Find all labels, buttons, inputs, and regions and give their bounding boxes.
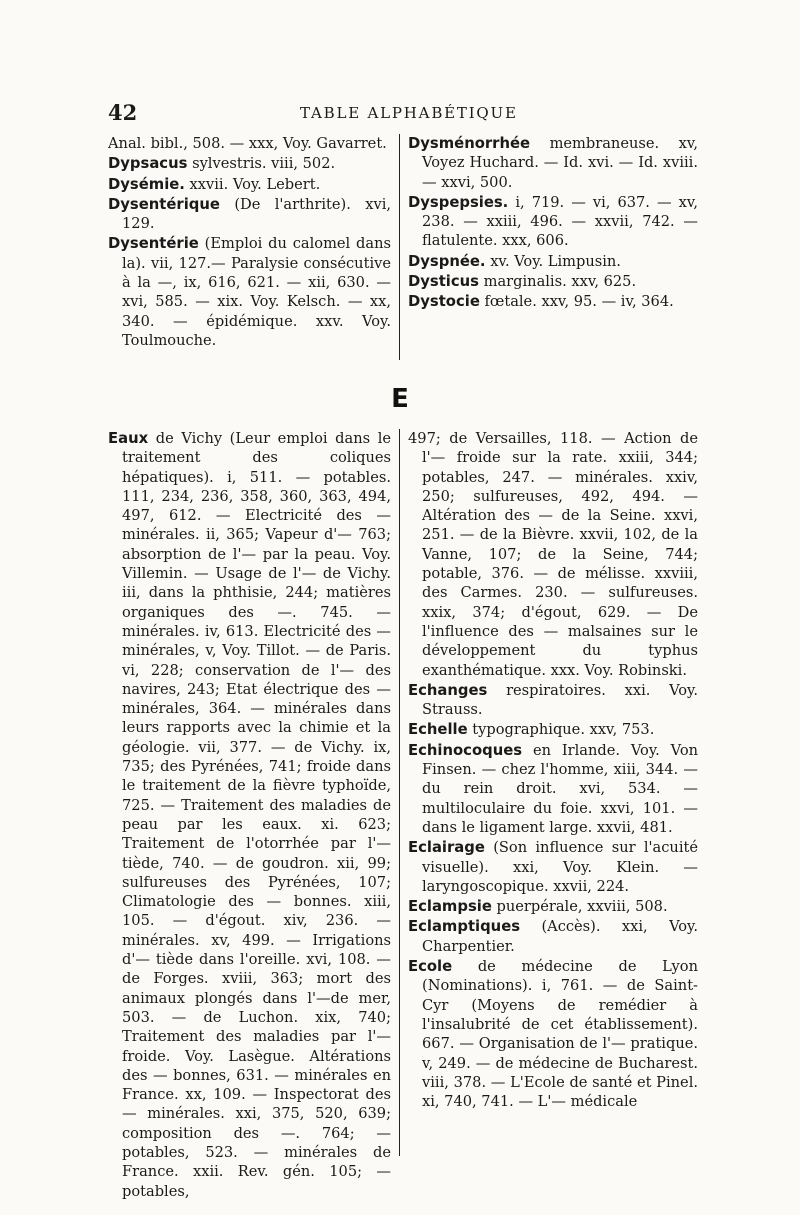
running-title: TABLE ALPHABÉTIQUE: [300, 104, 518, 122]
index-entry: [408, 292, 698, 311]
index-entry: [408, 957, 698, 1111]
entry-headword: Echanges: [408, 681, 488, 699]
entry-text: xv. Voy. Limpusin.: [485, 252, 621, 270]
entry-headword: Dysménorrhée: [408, 135, 531, 152]
top-right-column: [408, 134, 698, 313]
top-left-column: [108, 134, 391, 351]
entry-text: en Irlande. Voy. Von Finsen. — chez l'homme, xiii, 344. — du rein droit. xvi, 534. — multiloculaire du foie. xxvi, 101. — dans le ligament large. xxvii, 481.: [422, 741, 698, 836]
entry-text: xxvii. Voy. Lebert.: [184, 175, 321, 193]
entry-text: (De l'arthrite). xvi, 129.: [122, 195, 391, 233]
entry-text: 497; de Versailles, 118. — Action de l'— froide sur la rate. xxiii, 344; potables, 247. — minérales. xxiv, 250; sulfureuses, 492, 494. — Altération des — de la Seine. xxvi, 251. — de la Bièvre. xxvii, 102, de la Vanne, 107; de la Seine, 744; potable, 376. — de mélisse. xxviii, des Carmes. 230. — sulfureuses. xxix, 374; d'égout, 629. — De l'influence des — malsaines sur le développement du typhus exanthématique. xxx. Voy. Robinski.: [408, 430, 698, 679]
entry-text: fœtale. xxv, 95. — iv, 364.: [479, 293, 674, 311]
index-entry: [408, 134, 698, 192]
entry-text: puerpérale, xxviii, 508.: [491, 898, 668, 916]
entry-headword: Dyspnée.: [408, 252, 486, 270]
column-divider-bottom: [399, 429, 400, 1156]
entry-text: sylvestris. viii, 502.: [187, 155, 336, 173]
index-entry: [408, 429, 698, 680]
entry-headword: Dystocie: [408, 293, 480, 311]
index-entry: [108, 195, 391, 234]
index-entry: [408, 838, 698, 896]
entry-text: (Accès). xxi, Voy. Charpentier.: [422, 918, 698, 955]
entry-headword: Eclamptiques: [408, 918, 521, 936]
index-entry: [408, 272, 698, 291]
entry-headword: Dyspepsies.: [408, 193, 509, 211]
entry-text: i, 719. — vi, 637. — xv, 238. — xxiii, 496. — xxvii, 742. — flatulente. xxx, 606.: [422, 193, 698, 250]
entry-headword: Dysémie.: [108, 175, 185, 193]
index-entry: [408, 917, 698, 956]
entry-text: de médecine de Lyon (Nominations). i, 761. — de Saint-Cyr (Moyens de remédier à l'insalubrité de cet établissement). 667. — Organisation de l'— pratique. v, 249. — de médecine de Bucharest. viii, 378. — L'Ecole de santé et Pinel. xi, 740, 741. — L'— médicale: [422, 958, 698, 1111]
entry-headword: Eclampsie: [408, 898, 492, 916]
entry-text: marginalis. xxv, 625.: [479, 273, 637, 291]
bottom-right-column: [408, 429, 698, 1112]
index-entry: [108, 429, 391, 1201]
index-entry: [408, 252, 698, 271]
index-entry: [408, 897, 698, 916]
entry-headword: Eaux: [108, 430, 149, 447]
bottom-left-column: [108, 429, 391, 1202]
entry-headword: Dysentérie: [108, 235, 199, 253]
entry-text: de Vichy (Leur emploi dans le traitement des coliques hépatiques). i, 511. — potables. 111, 234, 236, 358, 360, 363, 494, 497, 612. — Electricité des — minérales. ii, 365; Vapeur d'— 763; absorption de l'— par la peau. Voy. Villemin. — Usage de l'— de Vichy. iii, dans la phthisie, 244; matières organiques des —. 745. — minérales. iv, 613. Electricité des — minérales, v, Voy. Tillot. — de Paris. vi, 228; conservation de l'— des navires, 243; Etat électrique des — minérales, 364. — minérales dans leurs rapports avec la chimie et la géologie. vii, 377. — de Vichy. ix, 735; des Pyrénées, 741; froide dans le traitement de la fièvre typhoïde, 725. — Traitement des maladies de peau par les eaux. xi. 623; Traitement de l'otorrhée par l'— tiède, 740. — de goudron. xii, 99; sulfureuses des Pyrénées, 107; Climatologie des — bonnes. xiii, 105. — d'égout. xiv, 236. — minérales. xv, 499. — Irrigations d'— tiède dans l'oreille. xvi, 108. — de Forges. xviii, 363; mort des animaux plongés dans l'—de mer, 503. — de Luchon. xix, 740; Traitement des maladies par l'— froide. Voy. Lasègue. Altérations des — bonnes, 631. — minérales en France. xx, 109. — Inspectorat des — minérales. xxi, 375, 520, 639; composition des —. 764; — potables, 523. — minérales de France. xxii. Rev. gén. 105; — potables,: [122, 430, 391, 1200]
entry-text: (Emploi du calomel dans la). vii, 127.— Paralysie consécutive à la —, ix, 616, 621. — xii, 630. — xvi, 585. — xix. Voy. Kelsch. — xx, 340. — épidémique. xxv. Voy. Toulmouche.: [122, 235, 391, 349]
column-divider-top: [399, 134, 400, 360]
index-entry: [408, 193, 698, 251]
entry-headword: Dysentérique: [108, 195, 220, 213]
index-entry: [408, 681, 698, 720]
index-entry: [108, 234, 391, 350]
entry-headword: Dysticus: [408, 273, 479, 291]
entry-headword: Echelle: [408, 721, 468, 739]
index-entry: [108, 175, 391, 194]
entry-headword: Echinocoques: [408, 741, 523, 759]
index-entry: [108, 134, 391, 153]
entry-headword: Dypsacus: [108, 155, 188, 173]
entry-text: (Son influence sur l'acuité visuelle). xxi, Voy. Klein. — laryngoscopique. xxvii, 224.: [422, 839, 698, 895]
section-letter: E: [391, 384, 409, 414]
index-entry: [408, 720, 698, 739]
page-number: 42: [108, 100, 138, 125]
entry-text: respiratoires. xxi. Voy. Strauss.: [422, 681, 698, 719]
index-entry: [408, 741, 698, 837]
entry-headword: Eclairage: [408, 839, 485, 857]
entry-text: Anal. bibl., 508. — xxx, Voy. Gavarret.: [108, 135, 387, 152]
entry-text: membraneuse. xv, Voyez Huchard. — Id. xvi. — Id. xviii. — xxvi, 500.: [422, 135, 698, 191]
entry-text: typographique. xxv, 753.: [467, 721, 655, 739]
index-entry: [108, 154, 391, 173]
entry-headword: Ecole: [408, 958, 453, 976]
